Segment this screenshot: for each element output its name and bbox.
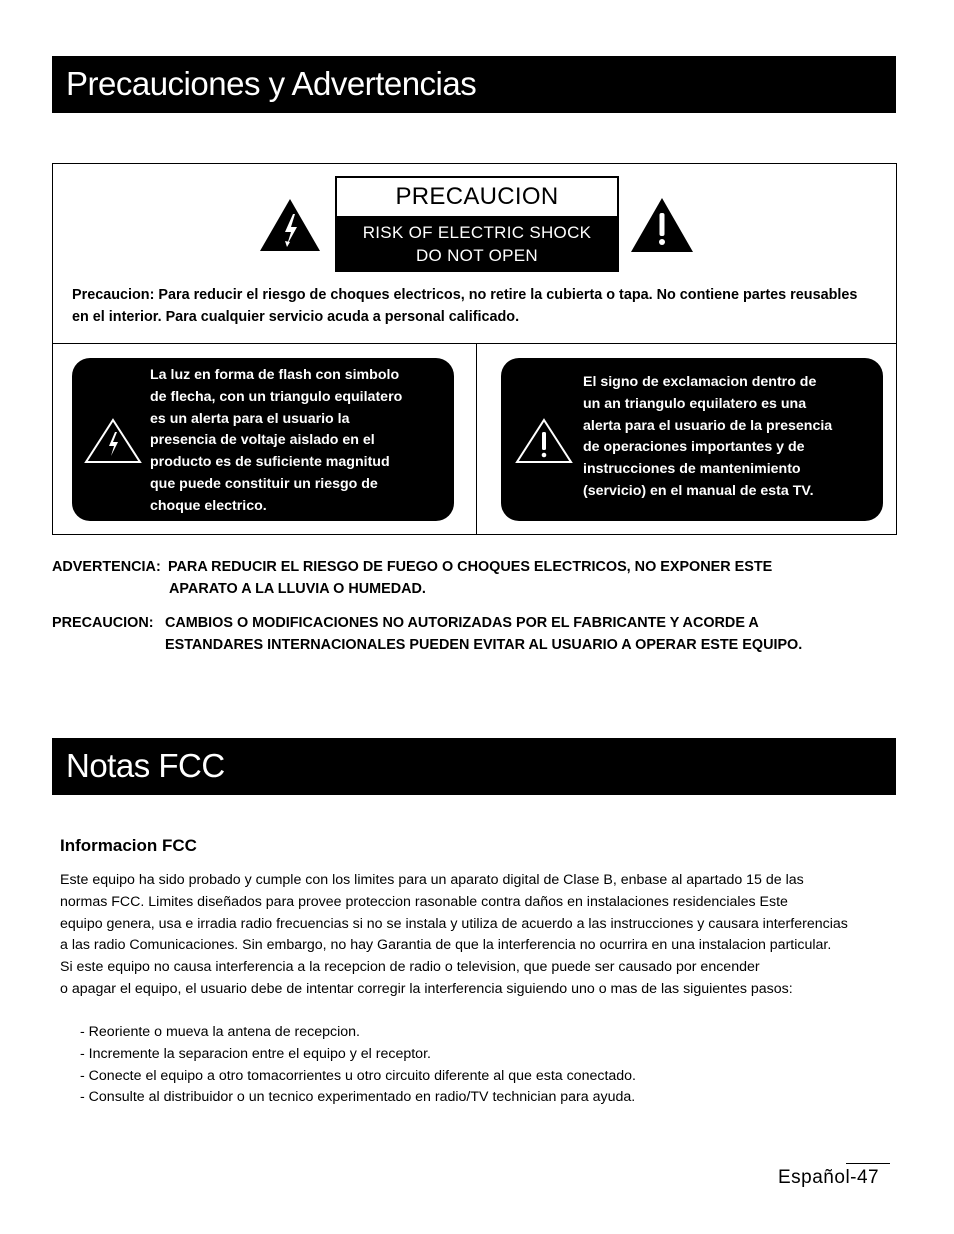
caution-label-title: PRECAUCION <box>395 183 559 210</box>
fcc-heading: Informacion FCC <box>60 836 197 855</box>
list-item: - Consulte al distribuidor o un tecnico experimentado en radio/TV technician para ayuda. <box>80 1089 636 1106</box>
paragraph-line: Si este equipo no causa interferencia a la recepcion de radio o television, que puede ser causado por encender <box>60 959 760 976</box>
exclamation-triangle-icon <box>515 418 573 464</box>
fcc-paragraph <box>60 870 900 1001</box>
caution-label <box>335 176 619 272</box>
caution-label-warning <box>337 216 617 270</box>
advertencia-line: APARATO A LA LLUVIA O HUMEDAD. <box>169 581 426 597</box>
advertencia-line: PARA REDUCIR EL RIESGO DE FUEGO O CHOQUES ELECTRICOS, NO EXPONER ESTE <box>168 559 773 575</box>
panel-line: un an triangulo equilatero es una <box>583 395 807 412</box>
precaucion-line: CAMBIOS O MODIFICACIONES NO AUTORIZADAS POR EL FABRICANTE Y ACORDE A <box>165 615 759 631</box>
panel-line: de operaciones importantes y de <box>583 439 805 456</box>
divider <box>53 343 896 344</box>
section-title: Notas FCC <box>66 747 225 784</box>
list-item: - Conecte el equipo a otro tomacorrientes u otro circuito diferente al que esta conectado. <box>80 1067 637 1084</box>
panel-line: El signo de exclamacion dentro de <box>583 374 817 390</box>
precaucion-line: ESTANDARES INTERNACIONALES PUEDEN EVITAR AL USUARIO A OPERAR ESTE EQUIPO. <box>165 637 803 653</box>
exclamation-triangle-icon <box>629 196 695 254</box>
panel-line: choque electrico. <box>150 497 267 514</box>
paragraph-line: normas FCC. Limites diseñados para provee proteccion rasonable contra daños en instalaciones residenciales Este <box>60 893 788 910</box>
panel-line: (servicio) en el manual de esta TV. <box>583 482 814 499</box>
precaucion-label: PRECAUCION: <box>52 615 154 631</box>
panel-text <box>583 372 879 503</box>
panel-text <box>150 365 448 518</box>
section-banner-fcc <box>52 738 896 795</box>
caution-label-line2: DO NOT OPEN <box>415 246 538 265</box>
advertencia-label: ADVERTENCIA: <box>52 559 161 575</box>
advertencia-text <box>169 556 772 600</box>
lightning-triangle-icon <box>84 418 142 464</box>
panel-line: de flecha, con un triangulo equilatero <box>150 388 403 405</box>
lightning-explanation-panel <box>72 358 454 521</box>
paragraph-line: a las radio Comunicaciones. Sin embargo, no hay Garantia de que la interferencia no ocurrira en una instalacion particular. <box>60 937 832 954</box>
lightning-triangle-icon <box>258 197 322 253</box>
list-item: - Reoriente o mueva la antena de recepcion. <box>80 1024 360 1040</box>
panel-line: es un alerta para el usuario la <box>150 410 350 427</box>
panel-line: producto es de suficiente magnitud <box>150 454 390 471</box>
paragraph-line: o apagar el equipo, el usuario debe de intentar corregir la interferencia siguiendo uno o mas de las siguientes pasos: <box>60 980 793 997</box>
paragraph-line: equipo genera, usa e irradia radio frecuencias si no se instala y utiliza de acuerdo a las instrucciones y causara interferencias <box>60 915 848 932</box>
list-item: - Incremente la separacion entre el equipo y el receptor. <box>80 1045 431 1062</box>
panel-line: alerta para el usuario de la presencia <box>583 417 833 434</box>
divider <box>476 344 477 534</box>
panel-line: instrucciones de mantenimiento <box>583 461 801 478</box>
caution-label-line1: RISK OF ELECTRIC SHOCK <box>362 223 592 242</box>
panel-line: que puede constituir un riesgo de <box>150 475 378 492</box>
paragraph-line: Este equipo ha sido probado y cumple con los limites para un aparato digital de Clase B, enbase al apartado 15 de las <box>60 872 804 888</box>
precaucion-text <box>165 612 802 656</box>
section-title: Precauciones y Advertencias <box>66 65 477 102</box>
caution-text: Precaucion: Para reducir el riesgo de choques electricos, no retire la cubierta o tapa. No contiene partes reusables en el interior. Para cualquier servicio acuda a personal calificado. <box>72 287 858 325</box>
fcc-steps-list <box>80 1022 636 1109</box>
section-banner-precautions <box>52 56 896 113</box>
divider <box>846 1163 890 1164</box>
panel-line: presencia de voltaje aislado en el <box>150 432 375 449</box>
panel-line: La luz en forma de flash con simbolo <box>150 367 400 383</box>
caution-box <box>52 163 897 535</box>
page-number: Español-47 <box>778 1167 880 1188</box>
exclamation-explanation-panel <box>501 358 883 521</box>
